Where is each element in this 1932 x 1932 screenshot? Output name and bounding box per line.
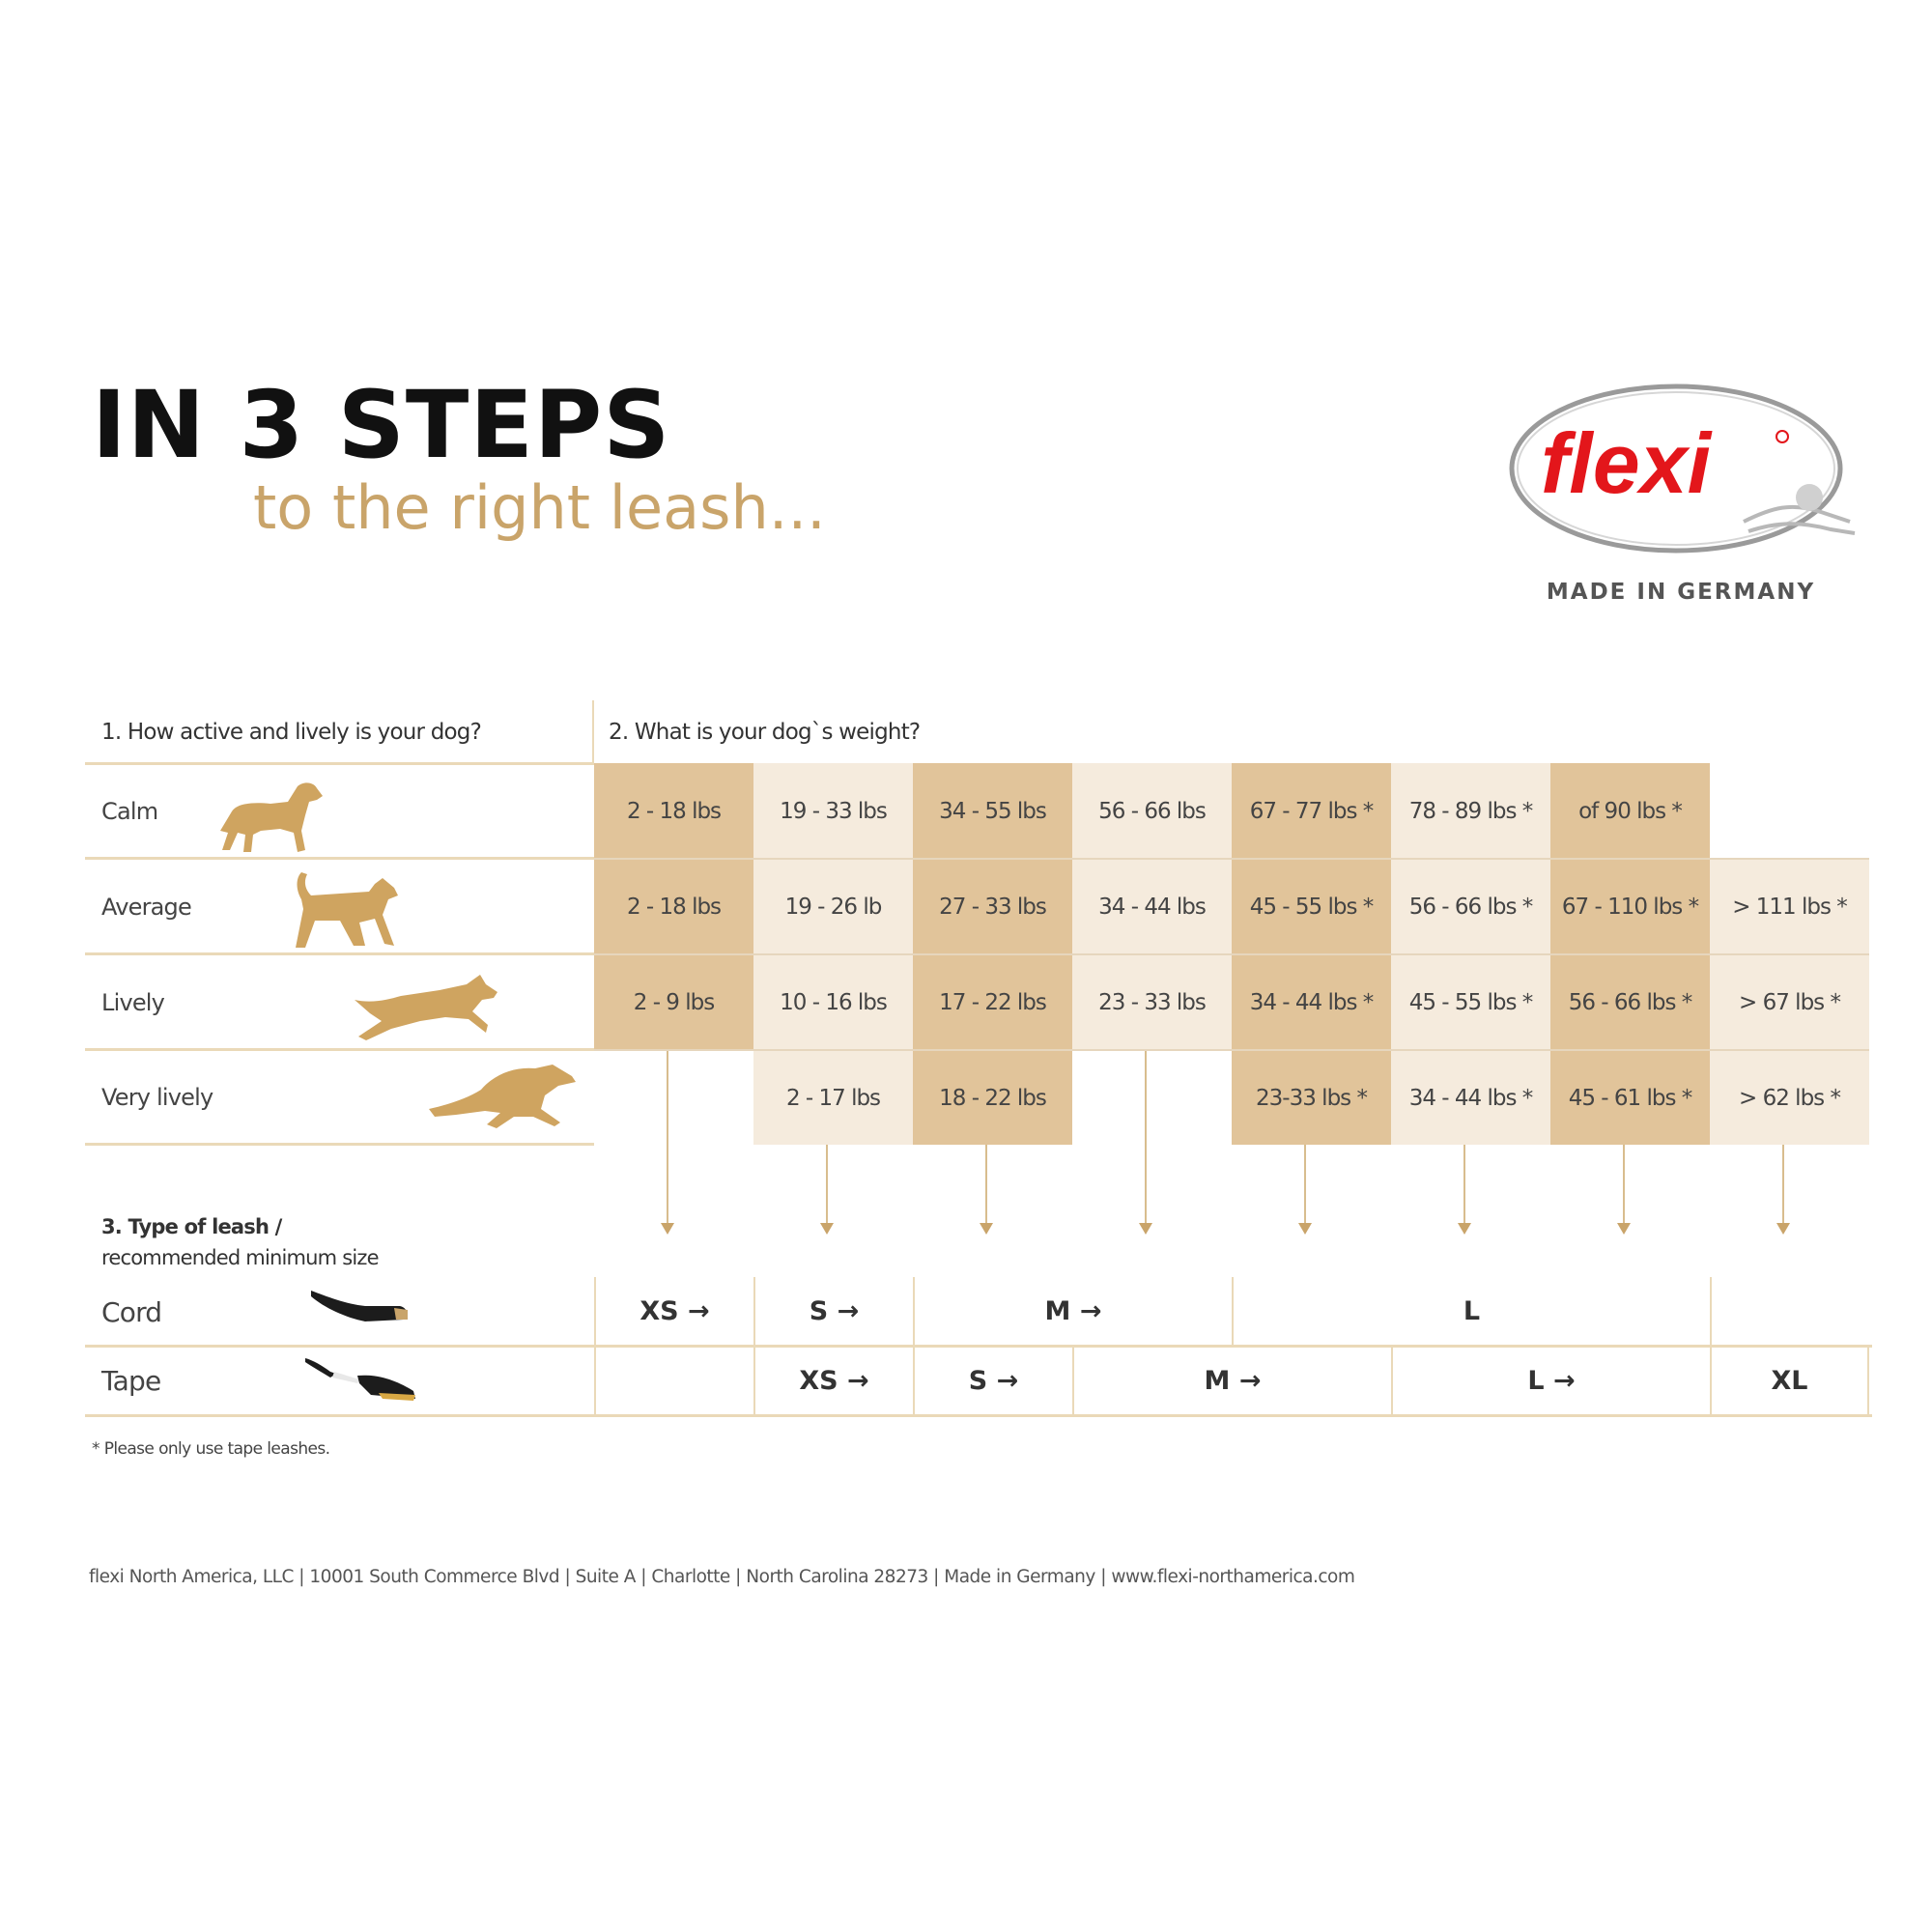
down-arrow-icon [667,1051,668,1225]
activity-label-average: Average [101,894,191,921]
tape-size-cell [594,1347,753,1414]
leash-type-cord: Cord [101,1296,162,1328]
weight-cell: 19 - 26 lb [753,860,913,954]
step1-question: 1. How active and lively is your dog? [101,720,481,745]
row-divider [85,1143,594,1146]
cord-size-cell: S → [753,1277,913,1345]
flexi-logo [1502,377,1864,570]
standing-dog-icon [213,775,333,857]
weight-cell: 78 - 89 lbs * [1391,763,1550,860]
weight-cell: 10 - 16 lbs [753,954,913,1051]
weight-cell: 56 - 66 lbs * [1391,860,1550,954]
grid-row-divider [594,953,1869,955]
weight-cell: 2 - 17 lbs [753,1051,913,1145]
weight-cell: 56 - 66 lbs [1072,763,1232,860]
weight-cell: 67 - 77 lbs * [1232,763,1391,860]
weight-cell: > 111 lbs * [1710,860,1869,954]
weight-cell: 34 - 55 lbs [913,763,1072,860]
weight-cell: 45 - 55 lbs * [1391,954,1550,1051]
step2-question: 2. What is your dog`s weight? [609,720,921,745]
weight-cell: 34 - 44 lbs * [1391,1051,1550,1145]
leash-type-tape: Tape [101,1365,161,1397]
weight-cell: 17 - 22 lbs [913,954,1072,1051]
weight-cell: 18 - 22 lbs [913,1051,1072,1145]
grid-row-divider [594,858,1869,860]
down-arrow-icon [1304,1145,1306,1225]
down-arrow-icon [1782,1145,1784,1225]
size-row-divider [85,1414,1872,1417]
weight-cell: 2 - 18 lbs [594,860,753,954]
weight-cell: 34 - 44 lbs * [1232,954,1391,1051]
down-arrow-icon [1623,1145,1625,1225]
tape-leash-icon [301,1352,425,1406]
weight-cell: 45 - 55 lbs * [1232,860,1391,954]
weight-cell: 2 - 18 lbs [594,763,753,860]
running-dog-icon [353,971,507,1048]
step3-question-line2: recommended minimum size [101,1246,379,1269]
row-divider [85,762,594,765]
tape-size-cell: M → [1072,1347,1391,1414]
weight-cell: > 62 lbs * [1710,1051,1869,1145]
down-arrow-icon [985,1145,987,1225]
tape-size-cell: S → [913,1347,1072,1414]
tape-size-cell: XL [1710,1347,1869,1414]
walking-dog-icon [282,865,408,953]
weight-cell: 23-33 lbs * [1232,1051,1391,1145]
weight-cell: 67 - 110 lbs * [1550,860,1710,954]
header-divider [592,700,594,763]
page-subtitle: to the right leash... [253,472,826,543]
down-arrow-icon [826,1145,828,1225]
step3-question-line1: 3. Type of leash / [101,1215,282,1238]
made-in-germany-label: MADE IN GERMANY [1546,580,1816,605]
weight-cell: 23 - 33 lbs [1072,954,1232,1051]
row-divider [85,1048,594,1051]
weight-cell: 34 - 44 lbs [1072,860,1232,954]
flexi-logo-icon [1502,377,1864,570]
down-arrow-icon [1145,1051,1147,1225]
weight-cell: 45 - 61 lbs * [1550,1051,1710,1145]
grid-row-divider [594,1049,1869,1051]
cord-size-cell: L [1232,1277,1710,1345]
row-divider [85,857,594,860]
weight-cell: 19 - 33 lbs [753,763,913,860]
weight-cell: 27 - 33 lbs [913,860,1072,954]
activity-label-very-lively: Very lively [101,1084,213,1111]
cord-size-cell: XS → [594,1277,753,1345]
page-title: IN 3 STEPS [92,371,671,479]
footnote: * Please only use tape leashes. [92,1439,330,1459]
down-arrow-icon [1463,1145,1465,1225]
footer-address: flexi North America, LLC | 10001 South Commerce Blvd | Suite A | Charlotte | North Carolina 28273 | Made in Germany | www.flexi-northamerica.com [89,1567,1355,1587]
tape-size-cell: L → [1391,1347,1710,1414]
cord-size-cell: M → [913,1277,1232,1345]
cord-size-cell [1710,1277,1869,1345]
activity-label-calm: Calm [101,798,158,825]
weight-cell: 2 - 9 lbs [594,954,753,1051]
sprinting-dog-icon [427,1063,582,1135]
activity-label-lively: Lively [101,989,165,1016]
cord-leash-icon [307,1285,413,1328]
weight-cell: of 90 lbs * [1550,763,1710,860]
svg-text:flexi: flexi [1541,415,1712,511]
weight-cell: > 67 lbs * [1710,954,1869,1051]
tape-size-cell: XS → [753,1347,913,1414]
weight-cell: 56 - 66 lbs * [1550,954,1710,1051]
